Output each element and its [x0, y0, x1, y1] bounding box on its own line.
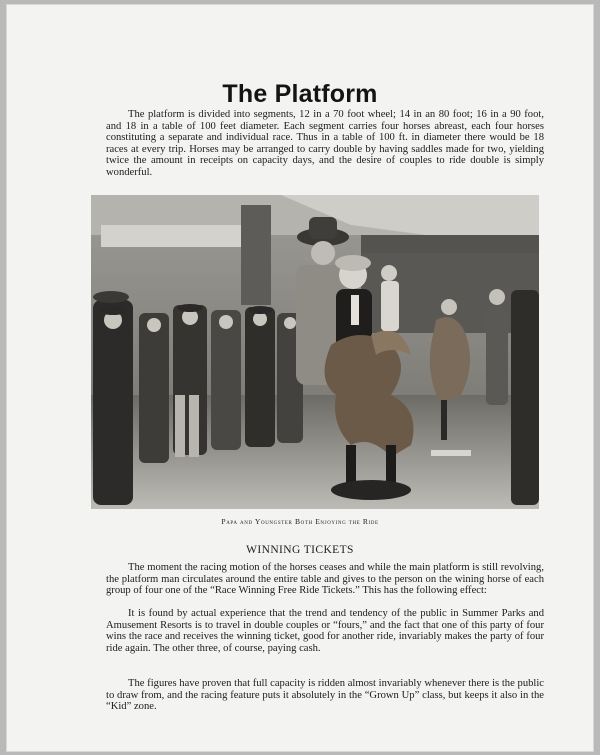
document-page	[6, 4, 594, 752]
experience-paragraph: It is found by actual experience that the trend and tendency of the public in Summer Parks and Amusement Resorts is to travel in double couples or “fours,” and the fact that one of this party of four wins the race and receives the winning ticket, good for another ride, invariably makes the party of four ride again. The other three, of course, paying cash.	[106, 608, 544, 654]
page-title: The Platform	[222, 80, 378, 108]
racing-paragraph: The moment the racing motion of the horses ceases and while the main platform is still revolving, the platform man circulates around the entire table and gives to the person on the wining horse of each group of four one of the “Race Winning Free Ride Tickets.” This has the following effect:	[106, 562, 544, 597]
carousel-photo-illustration	[91, 195, 539, 509]
photo-caption: Papa and Youngster Both Enjoying the Ride	[221, 517, 379, 526]
intro-paragraph: The platform is divided into segments, 12 in a 70 foot wheel; 14 in an 80 foot; 16 in a 90 foot, and 18 in a table of 100 feet diameter. Each segment carries four horses abreast, each four horses constituting a separate and individual race. Thus in a table of 100 ft. in diameter there would be 18 races at every trip. Horses may be arranged to carry double by having saddles made for two, yielding twice the amount in receipts on capacity days, and the desire of couples to ride double is simply wonderful.	[106, 109, 544, 178]
figures-paragraph: The figures have proven that full capacity is ridden almost invariably whenever there is the public to draw from, and the racing feature puts it absolutely in the “Grown Up” class, but keeps it also in the “Kid” zone.	[106, 678, 544, 713]
section-heading: WINNING TICKETS	[246, 544, 354, 556]
carousel-photo	[91, 195, 539, 509]
